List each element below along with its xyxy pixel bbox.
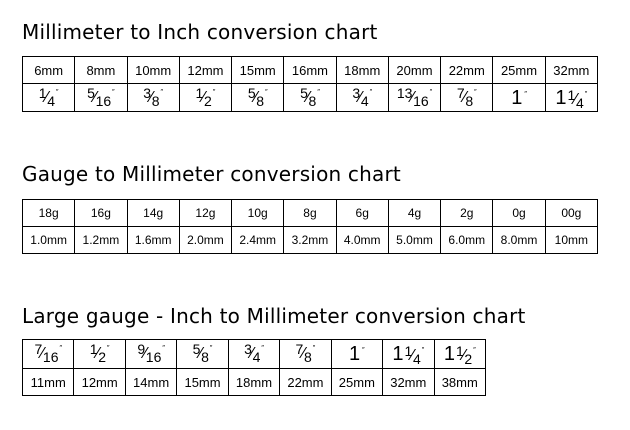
inch-cell (336, 84, 388, 112)
gauge-mm-cell: 1.2mm (75, 227, 127, 254)
mm-cell: 15mm (232, 57, 284, 84)
mm-cell: 10mm (127, 57, 179, 84)
inch-mark-icon: ″ (162, 345, 165, 352)
gauge-mm-cell: 4.0mm (336, 227, 388, 254)
fraction-slash: ⁄ (463, 88, 467, 106)
inch-mark-icon: ″ (209, 345, 213, 352)
fraction-value (511, 88, 527, 108)
inch-mark-icon: ″ (261, 345, 264, 352)
inch-mark-icon: ″ (265, 88, 268, 96)
mm-to-inch-title: Millimeter to Inch conversion chart (22, 20, 378, 44)
whole-number: 1 (349, 343, 361, 365)
inch-mark-icon: ″ (473, 347, 476, 354)
numerator: 7 (456, 84, 465, 101)
large-mm-cell: 32mm (383, 369, 434, 396)
gauge-cell: 2g (441, 200, 493, 227)
inch-mark-icon: ″ (112, 88, 115, 96)
fraction-value (295, 341, 316, 365)
large-mm-cell: 22mm (280, 369, 331, 396)
fraction-value (143, 84, 164, 109)
denominator: 16 (42, 349, 59, 365)
fraction-slash: ⁄ (96, 345, 100, 362)
fraction-slash: ⁄ (254, 88, 258, 106)
fraction-value (443, 343, 476, 367)
fraction-slash: ⁄ (411, 347, 414, 364)
mm-cell: 32mm (545, 57, 597, 84)
numerator: 5 (247, 84, 256, 101)
gauge-mm-cell: 2.0mm (179, 227, 231, 254)
inch-cell (127, 84, 179, 112)
fraction-slash: ⁄ (93, 88, 97, 106)
gauge-cell: 16g (75, 200, 127, 227)
fraction-slash: ⁄ (359, 88, 362, 106)
inch-mark-icon: ″ (107, 345, 110, 352)
numerator: 5 (300, 84, 308, 101)
denominator: 8 (201, 349, 209, 365)
denominator: 8 (256, 92, 265, 109)
fraction-value (352, 84, 373, 109)
fraction-value (89, 341, 110, 365)
fraction-slash: ⁄ (150, 88, 153, 106)
fraction-slash: ⁄ (462, 347, 466, 364)
inch-mark-icon: ″ (369, 88, 373, 96)
large-inch-cell (331, 340, 382, 369)
denominator: 2 (204, 92, 212, 109)
numerator: 7 (295, 341, 304, 357)
large-mm-cell: 25mm (331, 369, 382, 396)
large-inch-cell (434, 340, 486, 369)
inch-cell (493, 84, 545, 112)
large-mm-row (23, 369, 486, 396)
denominator: 16 (413, 92, 429, 109)
fraction-slash: ⁄ (45, 88, 49, 106)
inch-mark-icon: ″ (312, 345, 316, 352)
inch-cell (284, 84, 336, 112)
mm-cell: 8mm (75, 57, 127, 84)
mm-cell: 22mm (441, 57, 493, 84)
numerator: 1 (89, 341, 98, 357)
gauge-mm-cell: 2.4mm (232, 227, 284, 254)
gauge-mm-cell: 5.0mm (388, 227, 440, 254)
numerator: 1 (404, 343, 413, 359)
gauge-mm-cell: 10mm (545, 227, 597, 254)
large-inch-cell (383, 340, 434, 369)
inch-mark-icon: ″ (421, 347, 425, 354)
mm-cell: 6mm (23, 57, 75, 84)
large-inch-cell (74, 340, 125, 369)
gauge-cell: 12g (179, 200, 231, 227)
gauge-mm-cell: 8.0mm (493, 227, 545, 254)
fraction-value (247, 84, 268, 109)
numerator: 5 (192, 341, 201, 357)
gauge-mm-cell: 3.2mm (284, 227, 336, 254)
inch-mark-icon: ″ (524, 90, 527, 98)
numerator: 13 (396, 84, 413, 101)
gauge-mm-cell: 6.0mm (441, 227, 493, 254)
large-inch-cell (23, 340, 74, 369)
large-inch-cell (125, 340, 176, 369)
denominator: 4 (575, 94, 584, 111)
denominator: 8 (308, 92, 317, 109)
fraction-slash: ⁄ (144, 345, 147, 362)
numerator: 1 (38, 84, 47, 101)
large-mm-cell: 11mm (23, 369, 74, 396)
fraction-value (396, 84, 433, 109)
fraction-value (244, 341, 264, 365)
denominator: 2 (464, 351, 473, 367)
fraction-value (137, 341, 165, 365)
inch-mark-icon: ″ (59, 345, 62, 352)
denominator: 16 (95, 92, 112, 109)
numerator: 3 (352, 84, 361, 101)
large-mm-cell: 12mm (74, 369, 125, 396)
inch-mark-icon: ″ (474, 88, 477, 96)
inch-mark-icon: ″ (362, 347, 365, 354)
mm-to-inch-table (22, 56, 598, 112)
mm-cell: 16mm (284, 57, 336, 84)
denominator: 4 (47, 92, 56, 109)
gauge-to-mm-table (22, 199, 598, 254)
fraction-slash: ⁄ (411, 88, 415, 106)
large-inch-cell (177, 340, 228, 369)
inch-mark-icon: ″ (56, 88, 59, 96)
fraction-value (392, 343, 425, 367)
large-mm-cell: 18mm (228, 369, 279, 396)
gauge-row (23, 200, 598, 227)
whole-number: 1 (443, 343, 455, 365)
gauge-cell: 14g (127, 200, 179, 227)
gauge-cell: 00g (545, 200, 597, 227)
whole-number: 1 (511, 86, 523, 109)
numerator: 1 (195, 84, 204, 101)
gauge-to-mm-title: Gauge to Millimeter conversion chart (22, 162, 401, 186)
mm-cell: 25mm (493, 57, 545, 84)
numerator: 1 (567, 86, 576, 103)
gauge-cell: 8g (284, 200, 336, 227)
gauge-cell: 10g (232, 200, 284, 227)
numerator: 7 (34, 341, 43, 357)
fraction-value (300, 84, 320, 109)
gauge-mm-cell: 1.6mm (127, 227, 179, 254)
denominator: 4 (360, 92, 369, 109)
large-gauge-title: Large gauge - Inch to Millimeter conversion chart (22, 304, 526, 328)
large-inch-cell (228, 340, 279, 369)
numerator: 1 (455, 343, 464, 359)
inch-cell (23, 84, 75, 112)
denominator: 16 (145, 349, 162, 365)
fraction-slash: ⁄ (202, 88, 206, 106)
inch-cell (388, 84, 440, 112)
denominator: 4 (412, 351, 421, 367)
large-inch-cell (280, 340, 331, 369)
gauge-cell: 18g (23, 200, 75, 227)
numerator: 3 (244, 341, 252, 357)
inch-cell (232, 84, 284, 112)
denominator: 8 (304, 349, 312, 365)
large-mm-cell: 38mm (434, 369, 486, 396)
fraction-value (192, 341, 213, 365)
denominator: 8 (151, 92, 160, 109)
inch-mark-icon: ″ (160, 88, 164, 96)
numerator: 9 (137, 341, 146, 357)
mm-cell: 18mm (336, 57, 388, 84)
mm-cell: 20mm (388, 57, 440, 84)
fraction-slash: ⁄ (199, 345, 203, 362)
large-gauge-table (22, 339, 486, 396)
gauge-mm-row (23, 227, 598, 254)
inch-mark-icon: ″ (212, 88, 216, 96)
inch-mark-icon: ″ (584, 90, 588, 98)
inch-cell (179, 84, 231, 112)
inch-cell (545, 84, 597, 112)
inch-cell (75, 84, 127, 112)
mm-cell: 12mm (179, 57, 231, 84)
fraction-slash: ⁄ (302, 345, 305, 362)
fraction-value (555, 86, 588, 111)
fraction-slash: ⁄ (41, 345, 44, 362)
numerator: 5 (87, 84, 95, 101)
inch-cell (441, 84, 493, 112)
large-mm-cell: 15mm (177, 369, 228, 396)
inch-mark-icon: ″ (429, 88, 433, 96)
numerator: 3 (143, 84, 152, 101)
gauge-cell: 0g (493, 200, 545, 227)
fraction-value (34, 341, 62, 365)
inch-mark-icon: ″ (317, 88, 320, 96)
gauge-cell: 6g (336, 200, 388, 227)
large-inch-row (23, 340, 486, 369)
fraction-value (349, 344, 365, 364)
denominator: 4 (252, 349, 261, 365)
gauge-mm-cell: 1.0mm (23, 227, 75, 254)
denominator: 8 (465, 92, 474, 109)
fraction-slash: ⁄ (250, 345, 254, 362)
large-mm-cell: 14mm (125, 369, 176, 396)
mm-row (23, 57, 598, 84)
whole-number: 1 (392, 343, 404, 365)
fraction-value (38, 84, 59, 109)
fraction-slash: ⁄ (574, 90, 577, 108)
whole-number: 1 (555, 86, 567, 109)
inch-row (23, 84, 598, 112)
fraction-slash: ⁄ (306, 88, 310, 106)
fraction-value (456, 84, 477, 109)
fraction-value (195, 84, 216, 109)
fraction-value (87, 84, 115, 109)
denominator: 2 (98, 349, 107, 365)
gauge-cell: 4g (388, 200, 440, 227)
